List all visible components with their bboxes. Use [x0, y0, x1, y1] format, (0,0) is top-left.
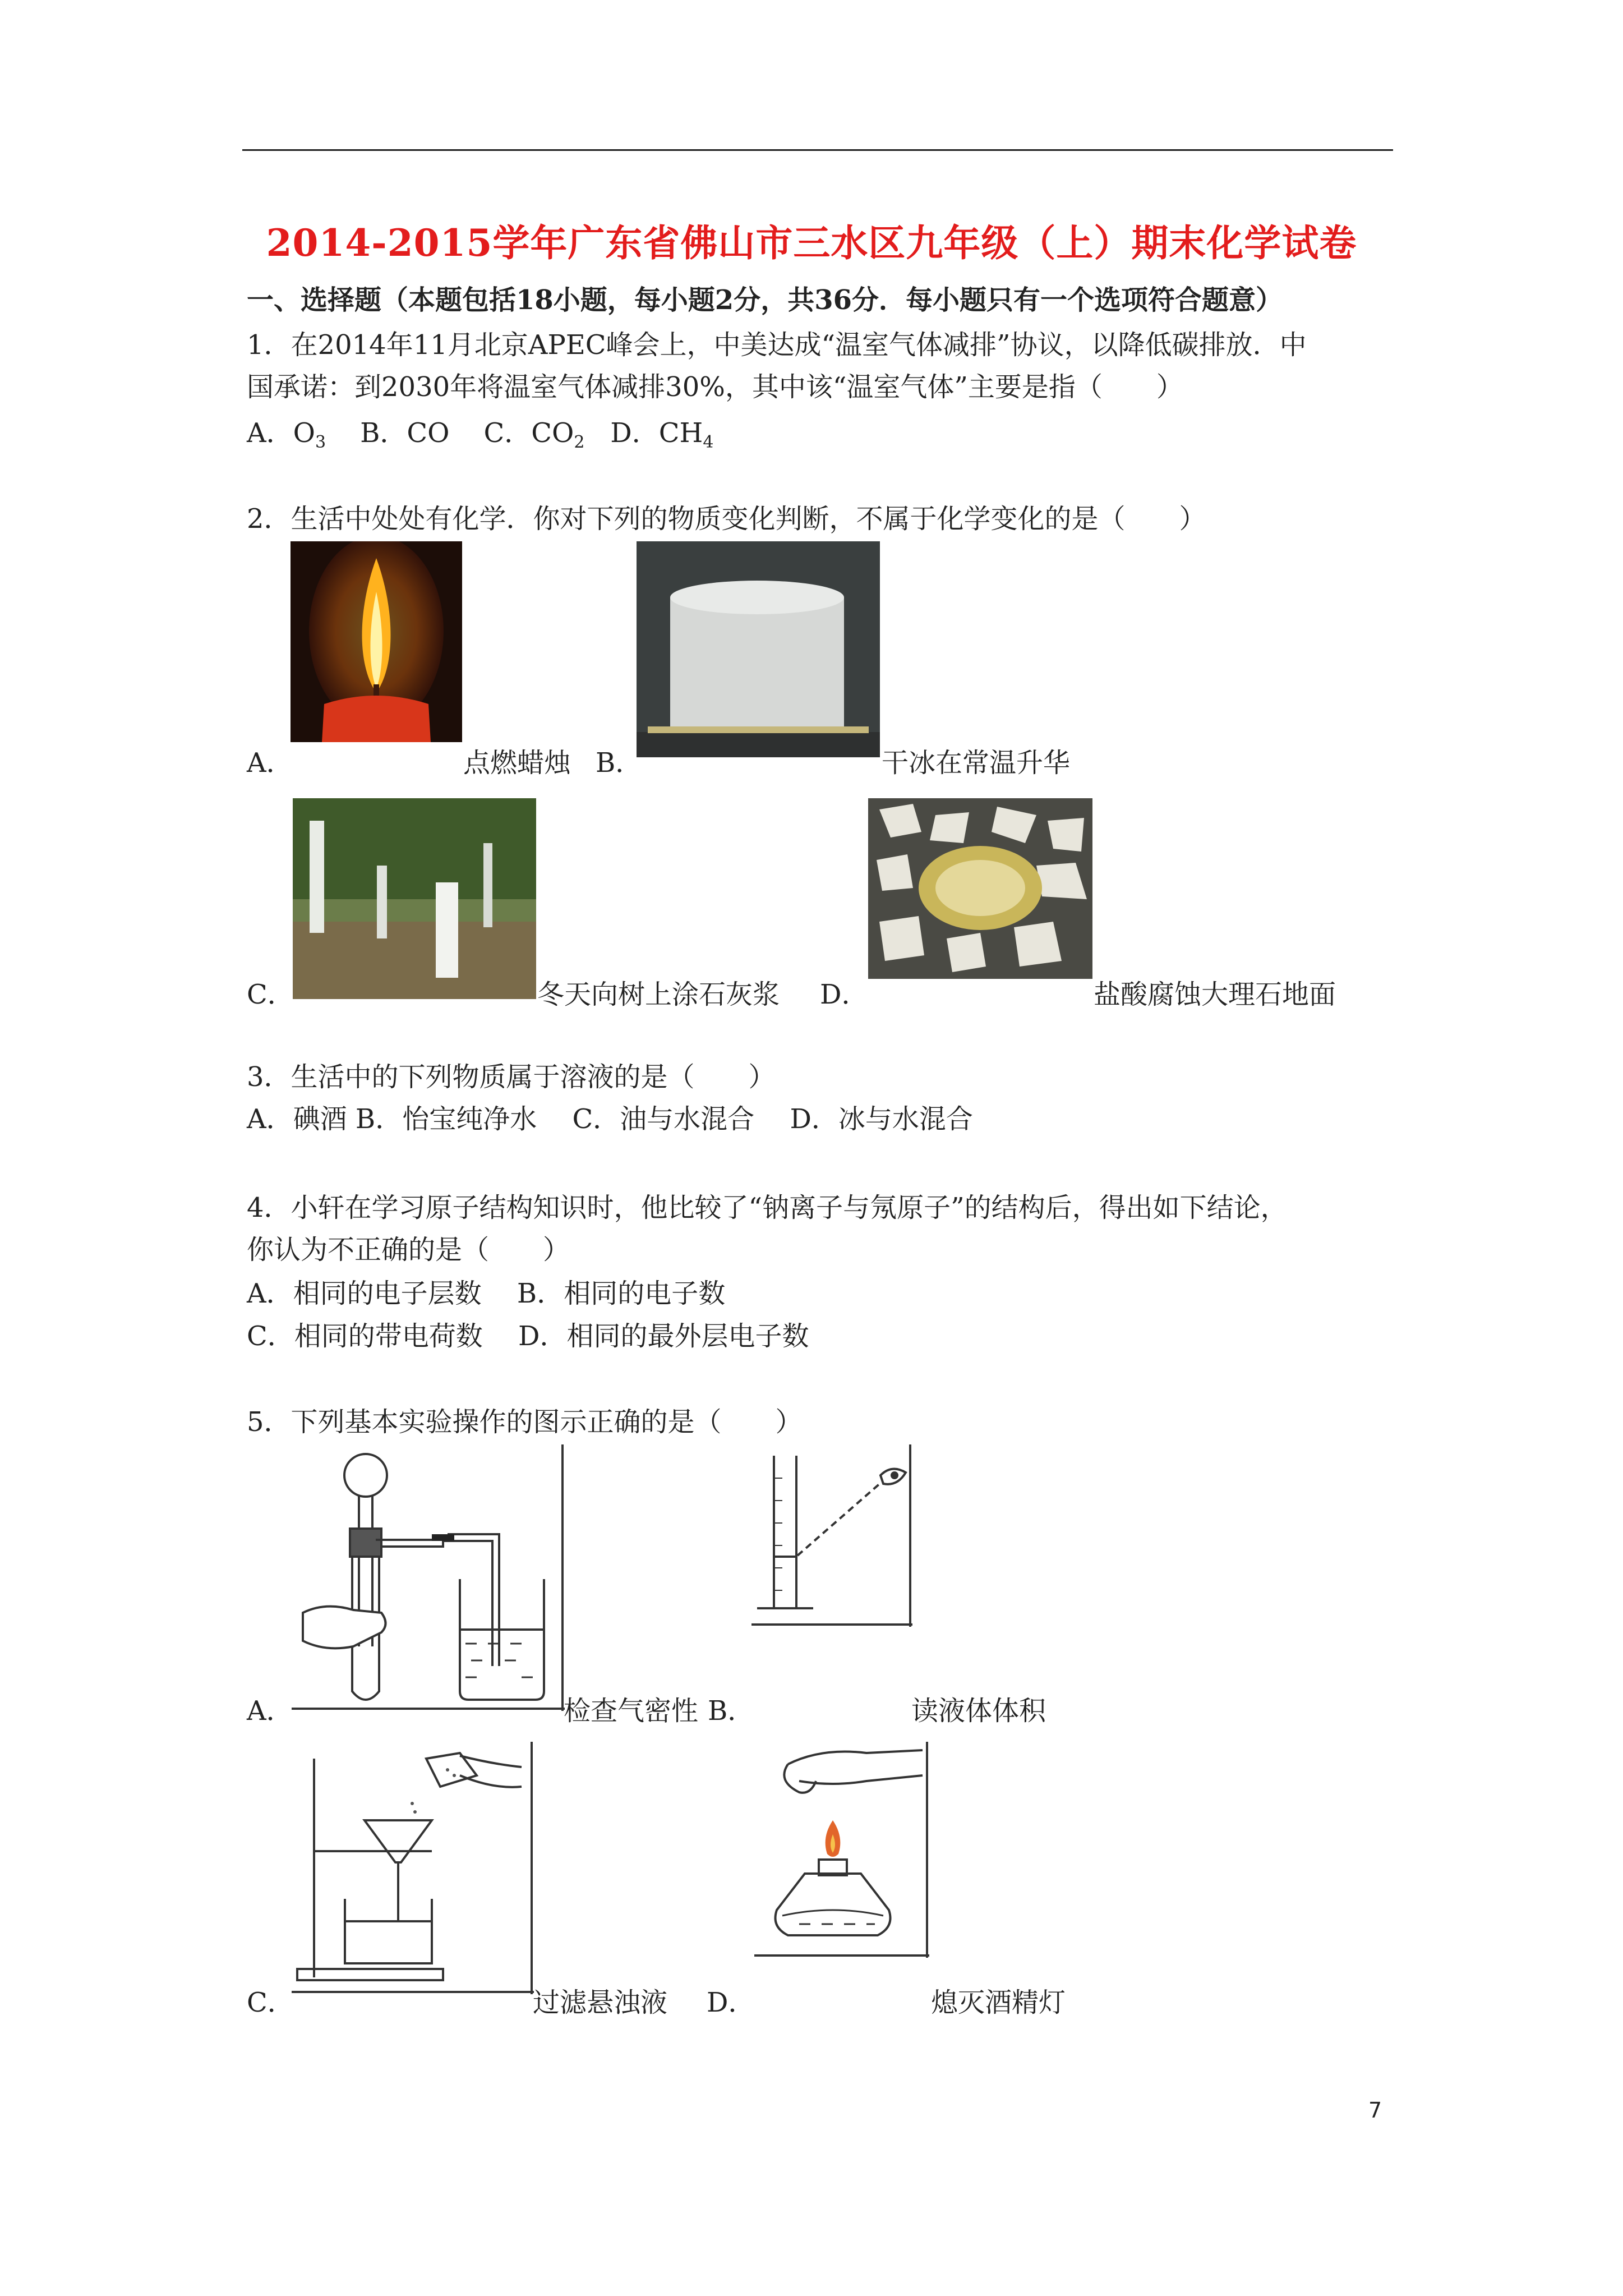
header-rule [242, 149, 1393, 151]
q1-option-d: D．$CH_4$ [610, 417, 714, 452]
q5-stem: 5．下列基本实验操作的图示正确的是（ ） [247, 1406, 803, 1438]
q3-stem: 3．生活中的下列物质属于溶液的是（ ） [247, 1061, 776, 1093]
q5-option-b-letter: B． [708, 1695, 755, 1727]
q2-option-b-text: 干冰在常温升华 [882, 747, 1071, 779]
q2-option-d-letter: D． [820, 979, 869, 1010]
q5-option-b-text: 读液体体积 [911, 1695, 1046, 1727]
marble-floor-photo [868, 798, 1092, 979]
q2-option-d-text: 盐酸腐蚀大理石地面 [1094, 979, 1336, 1010]
q5-option-c-letter: C． [247, 1987, 294, 2018]
read-volume-diagram [751, 1444, 914, 1627]
page-number: 7 [1368, 2098, 1382, 2123]
filtration-diagram [292, 1742, 536, 1994]
q5-option-d-text: 熄灭酒精灯 [931, 1987, 1066, 2018]
q1-option-c: C．$CO_2$ [483, 417, 585, 452]
q1-option-a: A．$O_3$ [247, 417, 326, 452]
q5-option-a-letter: A． [247, 1695, 293, 1727]
candle-photo [291, 541, 462, 742]
q5-option-c-text: 过滤悬浊液 [533, 1987, 668, 2018]
airtightness-check-diagram [292, 1444, 566, 1711]
section-heading: 一、选择题（本题包括18小题，每小题2分，共36分．每小题只有一个选项符合题意） [247, 284, 1283, 316]
q5-option-d-letter: D． [707, 1987, 755, 2018]
q1-stem-line2: 国承诺：到2030年将温室气体减排30%，其中该“温室气体”主要是指（ ） [247, 371, 1183, 403]
q2-option-c-letter: C． [247, 979, 294, 1010]
q2-option-c-text: 冬天向树上涂石灰浆 [537, 979, 780, 1010]
q3-options: A．碘酒 B．怡宝纯净水 C．油与水混合 D．冰与水混合 [247, 1103, 973, 1135]
q4-options-cd: C．相同的带电荷数 D．相同的最外层电子数 [247, 1320, 809, 1352]
q2-option-b-letter: B． [596, 747, 643, 779]
q4-stem-line2: 你认为不正确的是（ ） [247, 1234, 570, 1266]
exam-title: 2014-2015学年广东省佛山市三水区九年级（上）期末化学试卷 [266, 221, 1357, 265]
tree-whitewash-photo [293, 798, 536, 999]
dry-ice-photo [637, 541, 880, 757]
q1-option-b: B．CO [360, 417, 450, 449]
q2-option-a-text: 点燃蜡烛 [463, 747, 571, 779]
q1-stem-line1: 1．在2014年11月北京APEC峰会上，中美达成“温室气体减排”协议，以降低碳排放．中 [247, 329, 1307, 361]
q4-options-ab: A．相同的电子层数 B．相同的电子数 [247, 1278, 726, 1309]
q4-stem-line1: 4．小轩在学习原子结构知识时，他比较了“钠离子与氖原子”的结构后，得出如下结论， [247, 1192, 1288, 1223]
q2-stem: 2．生活中处处有化学．你对下列的物质变化判断，不属于化学变化的是（ ） [247, 503, 1206, 535]
alcohol-lamp-diagram [754, 1742, 931, 1958]
q5-option-a-text: 检查气密性 [564, 1695, 699, 1727]
q2-option-a-letter: A． [247, 747, 293, 779]
q1-options [247, 416, 713, 459]
